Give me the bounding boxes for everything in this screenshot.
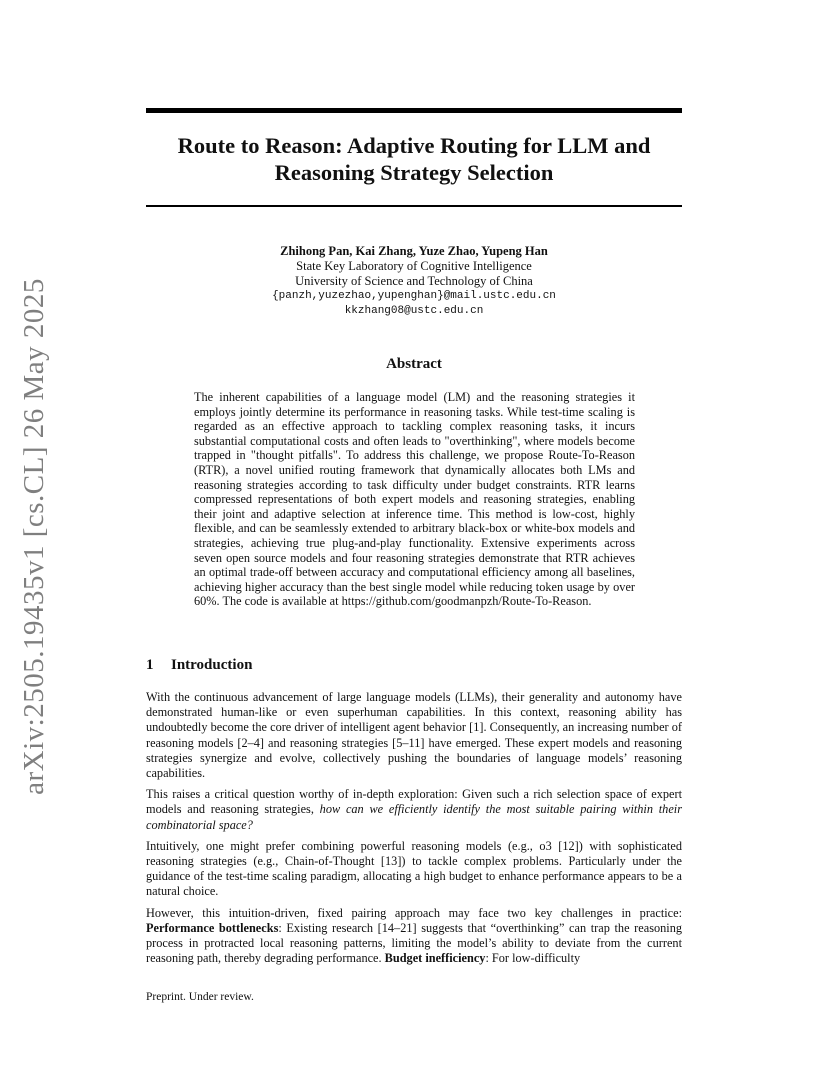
arxiv-identifier-stamp	[8, 277, 60, 795]
abstract-heading: Abstract	[386, 356, 442, 372]
affiliation-lab: State Key Laboratory of Cognitive Intelligence	[296, 259, 532, 273]
author-block	[146, 244, 682, 319]
author-names: Zhihong Pan, Kai Zhang, Yuze Zhao, Yupeng Han	[280, 244, 548, 258]
intro-paragraph-4	[146, 906, 682, 967]
intro-paragraph-2	[146, 787, 682, 833]
title-top-rule	[146, 108, 682, 113]
intro-paragraph-2-text: This raises a critical question worthy of in-depth exploration: Given such a rich selection space of expert models and reasoning strategies,	[146, 787, 682, 817]
intro-paragraph-4-mid: : Existing research [14–21] suggests that “overthinking” can trap the reasoning process in protracted local reasoning patterns, limiting the model’s ability to deviate from the current reasoning path, thereby degrading performance.	[146, 920, 682, 966]
preprint-footer: Preprint. Under review.	[146, 991, 254, 1003]
section-number: 1	[146, 657, 154, 673]
intro-paragraph-4-lead: However, this intuition-driven, fixed pairing approach may face two key challenges in practice:	[146, 905, 682, 920]
term-performance-bottlenecks: Performance bottlenecks	[146, 920, 279, 935]
section-heading-introduction	[146, 657, 252, 674]
intro-paragraph-4-end: : For low-difficulty	[485, 951, 581, 966]
introduction-body	[146, 690, 682, 972]
title-bottom-rule	[146, 205, 682, 207]
paper-title: Route to Reason: Adaptive Routing for LLM and Reasoning Strategy Selection	[177, 133, 651, 185]
research-question: how can we efficiently identify the most suitable pairing within their combinatorial space?	[146, 802, 682, 832]
author-emails: {panzh,yuzezhao,yupenghan}@mail.ustc.edu.cn	[272, 290, 556, 302]
intro-paragraph-3: Intuitively, one might prefer combining powerful reasoning models (e.g., o3 [12]) with sophisticated reasoning strategies (e.g., Chain-of-Thought [13]) to tackle complex problems. Particularly under the guidance of the test-time scaling paradigm, allocating a high budget to enhance performance appears to be a natural choice.	[146, 838, 682, 899]
abstract-text: The inherent capabilities of a language model (LM) and the reasoning strategies it employs jointly determine its performance in reasoning tasks. While test-time scaling is regarded as an effective approach to tackling complex reasoning tasks, it incurs substantial computational costs and often leads to "overthinking", where models become trapped in "thought pitfalls". To address this challenge, we propose Route-To-Reason (RTR), a novel unified routing framework that dynamically allocates both LMs and reasoning strategies according to task difficulty under budget constraints. RTR learns compressed representations of both expert models and reasoning strategies, enabling their joint and adaptive selection at inference time. This method is low-cost, highly flexible, and can be seamlessly extended to arbitrary black-box or white-box models and strategies, achieving true plug-and-play functionality. Extensive experiments across seven open source models and four reasoning strategies demonstrate that RTR achieves an optimal trade-off between accuracy and computational efficiency among all baselines, achieving higher accuracy than the best single model while reducing token usage by over 60%. The code is available at https://github.com/goodmanpzh/Route-To-Reason.	[194, 390, 635, 609]
arxiv-identifier-text: arXiv:2505.19435v1 [cs.CL] 26 May 2025	[17, 277, 50, 795]
term-budget-inefficiency: Budget inefficiency	[384, 951, 486, 966]
intro-paragraph-1: With the continuous advancement of large language models (LLMs), their generality and autonomy have demonstrated human-like or even superhuman capabilities. In this context, reasoning ability has undoubtedly become the core driver of intelligent agent behavior [1]. Consequently, an increasing number of reasoning models [2–4] and reasoning strategies [5–11] have emerged. These expert models and reasoning strategies synergize and evolve, collectively pushing the boundaries of language models’ reasoning capabilities.	[146, 690, 682, 781]
author-email-kkzhang: kkzhang08@ustc.edu.cn	[344, 305, 484, 317]
section-title: Introduction	[171, 657, 253, 673]
affiliation-university: University of Science and Technology of China	[295, 274, 533, 288]
